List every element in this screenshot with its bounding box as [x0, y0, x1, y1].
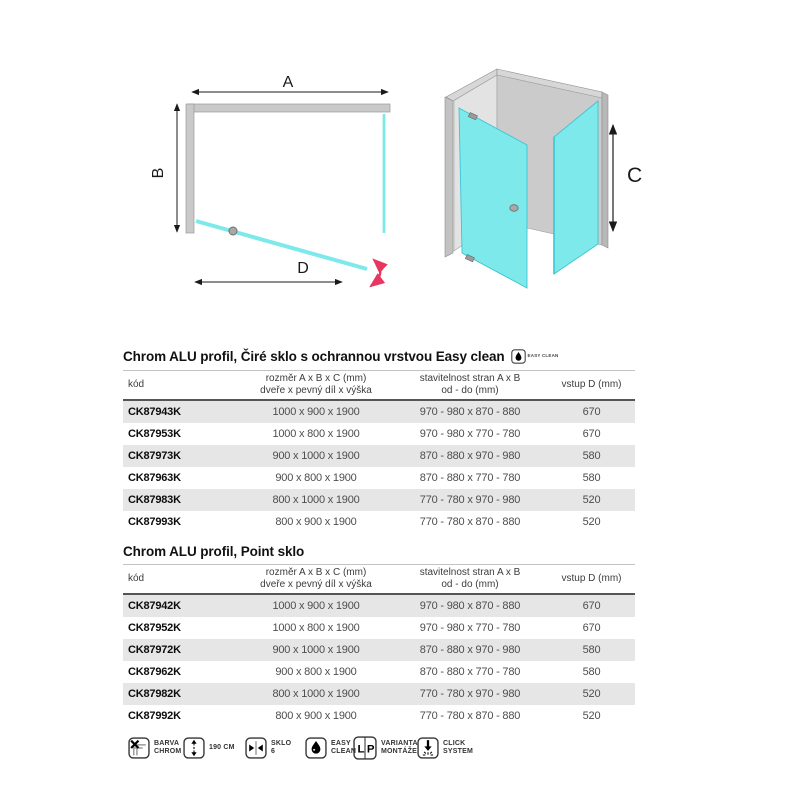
plan-view-diagram	[150, 70, 410, 298]
click-system-icon	[417, 737, 439, 759]
cell-adjustability: 770 - 780 x 970 - 980	[419, 494, 521, 506]
left-wall-profile	[445, 97, 453, 257]
cell-dimensions: 900 x 800 x 1900	[275, 472, 357, 484]
cell-dimensions: 800 x 1000 x 1900	[272, 688, 360, 700]
cell-dimensions: 1000 x 800 x 1900	[272, 428, 360, 440]
right-wall-profile	[602, 92, 608, 248]
header-adjustability: stavitelnost stran A x B od - do (mm)	[419, 567, 521, 590]
section-point-glass	[123, 543, 635, 727]
header-adjustability: stavitelnost stran A x B od - do (mm)	[419, 373, 521, 396]
cell-entry: 670	[582, 428, 601, 440]
table-body	[123, 595, 635, 727]
header-code: kód	[128, 378, 145, 390]
cell-adjustability: 970 - 980 x 770 - 780	[419, 428, 521, 440]
cell-adjustability: 970 - 980 x 870 - 880	[419, 406, 521, 418]
section-easy-clean	[123, 348, 635, 533]
feature-icons-row	[128, 736, 688, 762]
cell-entry: 670	[582, 622, 601, 634]
easy-clean-droplet-icon	[511, 349, 526, 364]
feature-click-system	[417, 736, 473, 760]
section-title	[123, 543, 635, 559]
fixed-glass-panel	[383, 114, 386, 233]
mount-variant-lp-icon	[353, 736, 377, 760]
cell-adjustability: 870 - 880 x 770 - 780	[419, 666, 521, 678]
cell-dimensions: 900 x 800 x 1900	[275, 666, 357, 678]
cell-adjustability: 970 - 980 x 770 - 780	[419, 622, 521, 634]
header-entry: vstup D (mm)	[561, 572, 622, 584]
table-row	[123, 617, 635, 639]
feature-mount-variant	[353, 736, 418, 760]
door-glass	[196, 221, 367, 269]
feature-color-chrome	[128, 736, 181, 760]
header-dimensions: rozměr A x B x C (mm) dveře x pevný díl x výška	[260, 567, 372, 590]
cell-entry: 670	[582, 406, 601, 418]
cell-entry: 520	[582, 494, 601, 506]
cell-dimensions: 800 x 900 x 1900	[275, 516, 357, 528]
cell-dimensions: 1000 x 800 x 1900	[272, 622, 360, 634]
glass-thickness-icon	[245, 737, 267, 759]
table-row	[123, 401, 635, 423]
cell-entry: 520	[582, 516, 601, 528]
door-swing-arrow-icon	[371, 260, 380, 286]
spec-tables	[123, 348, 635, 727]
section-title-text: Chrom ALU profil, Čiré sklo s ochrannou vrstvou Easy clean	[123, 348, 505, 364]
hinge-point	[229, 227, 237, 235]
table-row	[123, 661, 635, 683]
cell-code: CK87972K	[128, 644, 181, 656]
cell-code: CK87983K	[128, 494, 181, 506]
cell-dimensions: 1000 x 900 x 1900	[272, 600, 360, 612]
cell-code: CK87953K	[128, 428, 181, 440]
feature-label: EASY CLEAN	[331, 739, 357, 755]
easy-clean-badge	[511, 349, 559, 364]
door-handle-icon	[510, 205, 518, 212]
cell-entry: 520	[582, 710, 601, 722]
header-dimensions: rozměr A x B x C (mm) dveře x pevný díl x výška	[260, 373, 372, 396]
dimension-label-d: D	[297, 260, 309, 277]
table-row	[123, 595, 635, 617]
cell-entry: 520	[582, 688, 601, 700]
feature-label: SKLO 6	[271, 739, 292, 755]
easy-clean-icon	[305, 737, 327, 759]
wall-top	[188, 104, 390, 112]
color-chrome-icon	[128, 737, 150, 759]
wall-left	[186, 104, 194, 233]
table-row	[123, 639, 635, 661]
cell-code: CK87982K	[128, 688, 181, 700]
table-row	[123, 511, 635, 533]
cell-adjustability: 770 - 780 x 870 - 880	[419, 710, 521, 722]
dimension-label-b: B	[150, 167, 167, 179]
cell-dimensions: 800 x 900 x 1900	[275, 710, 357, 722]
table-body	[123, 401, 635, 533]
cell-adjustability: 970 - 980 x 870 - 880	[419, 600, 521, 612]
cell-entry: 580	[582, 450, 601, 462]
feature-label: VARIANTA MONTÁŽE	[381, 739, 418, 755]
cell-code: CK87973K	[128, 450, 181, 462]
feature-easy-clean	[305, 736, 356, 760]
cell-code: CK87943K	[128, 406, 181, 418]
cell-entry: 580	[582, 644, 601, 656]
svg-text:P: P	[366, 743, 375, 756]
cell-code: CK87962K	[128, 666, 181, 678]
cell-adjustability: 770 - 780 x 970 - 980	[419, 688, 521, 700]
table-row	[123, 705, 635, 727]
feature-label: 190 CM	[209, 743, 235, 751]
cell-entry: 580	[582, 472, 601, 484]
cell-dimensions: 1000 x 900 x 1900	[272, 406, 360, 418]
feature-label: BARVA CHROM	[154, 739, 182, 755]
cell-code: CK87963K	[128, 472, 181, 484]
table-row	[123, 423, 635, 445]
height-arrow-icon	[183, 737, 205, 759]
feature-label: CLICK SYSTEM	[443, 739, 473, 755]
svg-text:L: L	[357, 743, 365, 756]
table-row	[123, 445, 635, 467]
cell-adjustability: 870 - 880 x 970 - 980	[419, 450, 521, 462]
cell-dimensions: 800 x 1000 x 1900	[272, 494, 360, 506]
header-code: kód	[128, 572, 145, 584]
dimension-label-c: C	[627, 164, 643, 187]
cell-dimensions: 900 x 1000 x 1900	[272, 450, 360, 462]
section-title-text: Chrom ALU profil, Point sklo	[123, 543, 305, 559]
dimension-label-a: A	[282, 74, 294, 91]
cell-code: CK87993K	[128, 516, 181, 528]
feature-glass-thickness	[245, 736, 291, 760]
header-entry: vstup D (mm)	[561, 378, 622, 390]
section-title	[123, 348, 635, 364]
easy-clean-badge-text: EASY CLEAN	[527, 353, 559, 359]
cell-adjustability: 870 - 880 x 770 - 780	[419, 472, 521, 484]
table-row	[123, 683, 635, 705]
cell-code: CK87952K	[128, 622, 181, 634]
cell-dimensions: 900 x 1000 x 1900	[272, 644, 360, 656]
cell-entry: 580	[582, 666, 601, 678]
cell-entry: 670	[582, 600, 601, 612]
cell-code: CK87942K	[128, 600, 181, 612]
cell-adjustability: 870 - 880 x 970 - 980	[419, 644, 521, 656]
table-header	[123, 370, 635, 401]
cell-code: CK87992K	[128, 710, 181, 722]
table-header	[123, 564, 635, 595]
table-row	[123, 489, 635, 511]
iso-view-diagram	[430, 52, 660, 297]
cell-adjustability: 770 - 780 x 870 - 880	[419, 516, 521, 528]
feature-height	[183, 736, 235, 760]
table-row	[123, 467, 635, 489]
